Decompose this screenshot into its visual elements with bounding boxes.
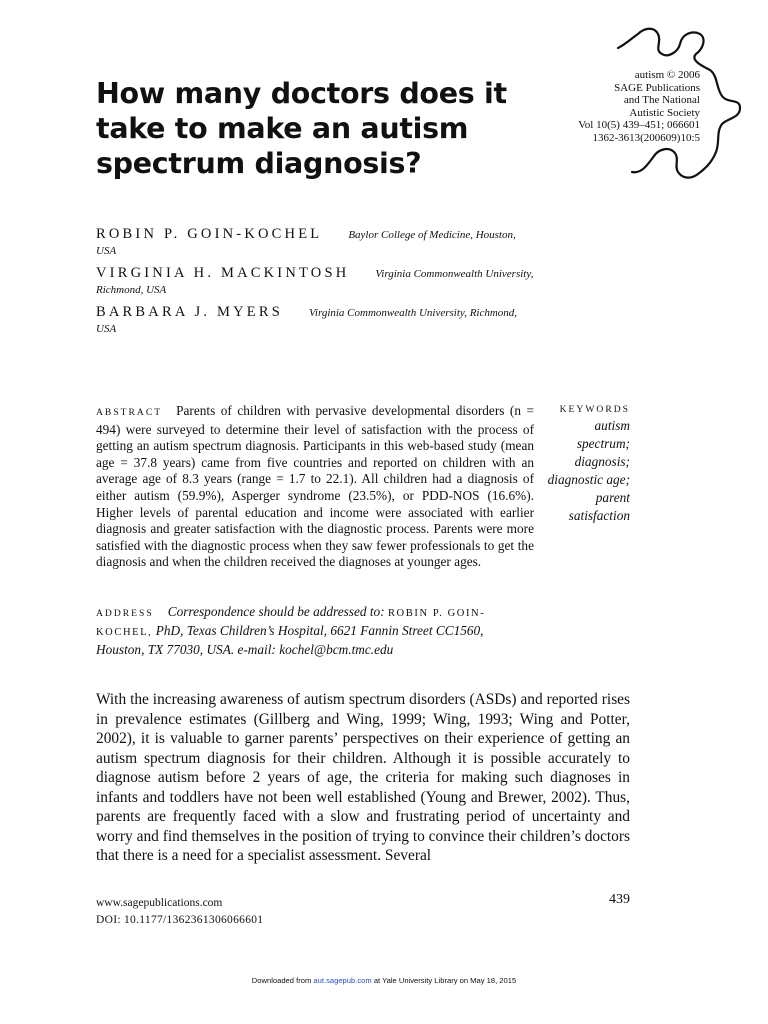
- author-entry: [96, 226, 536, 259]
- download-prefix: Downloaded from: [251, 976, 312, 985]
- journal-info-line: Vol 10(5) 439–451; 066601: [578, 119, 700, 132]
- keyword-item: autism: [594, 418, 630, 433]
- footer-doi: DOI: 10.1177/1362361306066601: [96, 914, 264, 926]
- author-name: VIRGINIA H. MACKINTOSH: [96, 265, 350, 281]
- journal-info: [540, 69, 700, 145]
- journal-info-line: autism © 2006: [634, 69, 700, 81]
- keywords: [540, 403, 630, 525]
- footer-url: www.sagepublications.com: [96, 897, 223, 909]
- keyword-item: satisfaction: [568, 508, 630, 523]
- address-intro: Correspondence should be addressed to:: [167, 604, 385, 619]
- keyword-item: spectrum;: [576, 436, 630, 451]
- download-suffix: at Yale University Library on May 18, 2015: [373, 976, 517, 985]
- author-entry: [96, 304, 536, 337]
- download-link[interactable]: aut.sagepub.com: [313, 976, 372, 985]
- abstract-text: Parents of children with pervasive developmental disorders (n = 494) were surveyed to determine their level of satisfaction with the process of getting an autism spectrum diagnosis. Participants in this web-based study (mean age = 37.8 years) came from five countries and reported on children with an average age of 8.3 years (range = 1.7 to 22.1). All children had a diagnosis of either autism (59.9%), Asperger syndrome (23.5%), or PDD-NOS (16.6%). Higher levels of parental education and income were associated with earlier diagnosis and greater satisfaction with the diagnostic process. Parents were more satisfied with the diagnostic process when they saw fewer professionals to get the diagnosis and when the children received the diagnoses at younger ages.: [96, 403, 534, 570]
- journal-info-line: SAGE Publications: [614, 81, 700, 94]
- keyword-item: diagnostic age;: [547, 472, 630, 487]
- author-affiliation: Virginia Commonwealth University, Richmond, USA: [96, 307, 518, 335]
- download-notice: [0, 976, 768, 985]
- journal-info-line: and The National: [623, 94, 700, 107]
- keywords-label: KEYWORDS: [559, 404, 630, 415]
- address-details: PhD, Texas Children’s Hospital, 6621 Fannin Street CC1560, Houston, TX 77030, USA. e-mail: kochel@bcm.tmc.edu: [96, 623, 484, 657]
- author-list: [96, 226, 536, 343]
- author-affiliation: Baylor College of Medicine, Houston, USA: [96, 229, 516, 257]
- address-name: ROBIN P. GOIN-KOCHEL,: [96, 608, 486, 638]
- abstract: [96, 403, 534, 571]
- author-name: BARBARA J. MYERS: [96, 304, 283, 320]
- keyword-item: parent: [595, 490, 630, 505]
- journal-info-line: 1362-3613(200609)10:5: [592, 131, 700, 144]
- correspondence-address: [96, 603, 534, 658]
- page-number: 439: [609, 892, 630, 907]
- journal-info-line: Autistic Society: [629, 106, 700, 119]
- keyword-item: diagnosis;: [574, 454, 630, 469]
- author-affiliation: Virginia Commonwealth University, Richmond, USA: [96, 268, 534, 296]
- address-label: ADDRESS: [96, 608, 154, 619]
- body-paragraph: With the increasing awareness of autism spectrum disorders (ASDs) and reported rises in prevalence estimates (Gillberg and Wing, 1999; Wing, 1993; Wing and Potter, 2002), it is valuable to garner parents’ perspectives on their experience of getting an autism spectrum diagnosis for their children. Although it is possible accurately to diagnose autism before 2 years of age, the criteria for making such diagnoses in infants and toddlers have not been well established (Young and Brewer, 2002). Thus, parents are frequently faced with a slow and frustrating period of uncertainty and worry and find themselves in the position of trying to convince their children’s doctors that there is a need for a specialist assessment. Several: [96, 691, 630, 864]
- author-name: ROBIN P. GOIN-KOCHEL: [96, 226, 323, 242]
- abstract-label: ABSTRACT: [96, 407, 163, 418]
- author-entry: [96, 265, 536, 298]
- article-title: How many doctors does it take to make an autism spectrum diagnosis?: [96, 77, 507, 180]
